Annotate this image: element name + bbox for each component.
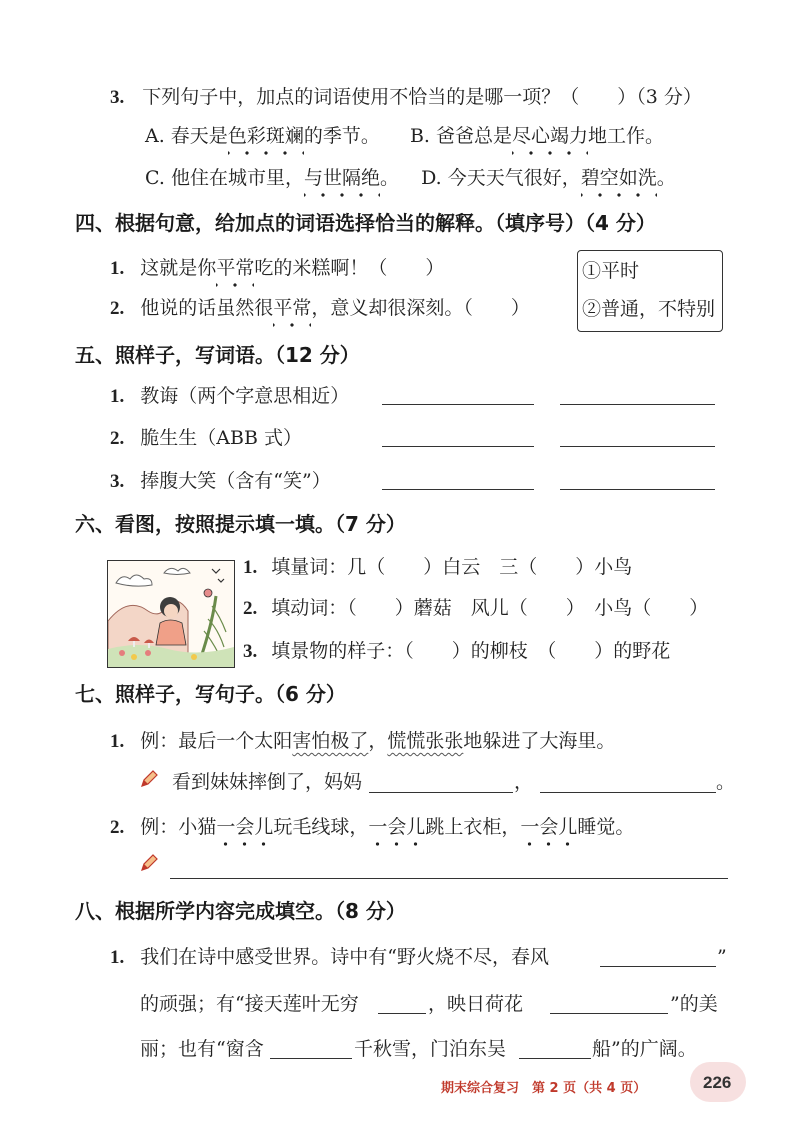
sec8-blank-5[interactable] [519,1058,591,1059]
q3-opt-a-dotted: 色彩斑斓 [227,125,304,147]
sec8-line-2c: ”的美 [670,993,718,1015]
sec5-item-3 [110,469,331,494]
sec7-ex1-wavy-1: 害怕极了 [292,730,369,752]
q3-opt-c-prefix: C. 他住在城市里， [145,167,304,189]
sec8-blank-2[interactable] [378,1013,426,1014]
q3-opt-c-suffix: 。 [379,167,399,189]
scene-illustration-svg [108,561,234,667]
sec5-item-1-text: 教诲（两个字意思相近） [140,385,350,407]
sec6-item-1-number: 1. [243,557,258,578]
section-6-title: 六、看图，按照提示填一填。（7 分） [75,512,406,536]
pencil-icon [138,768,160,790]
sec8-line-1-text: 我们在诗中感受世界。诗中有“野火烧不尽，春风 [140,946,550,968]
sec6-item-3-number: 3. [243,641,258,662]
sec7-example-1 [110,729,615,754]
pencil-icon [138,852,160,874]
section-4-title: 四、根据句意，给加点的词语选择恰当的解释。（填序号）（4 分） [75,211,656,235]
sec4-item-1-suffix: 吃的米糕啊！（ ） [254,257,445,279]
sec8-number: 1. [110,947,125,968]
sec7-answer-1-end: 。 [716,771,736,793]
sec5-answer-1b[interactable] [560,404,715,405]
sec7-ex2-dotted-1: 一会儿 [216,816,274,838]
sec7-ex1-wavy-2: 慌慌张张 [387,730,464,752]
sec8-line-1-end: ” [717,946,727,968]
q3-opt-a-suffix: 的季节。 [303,125,380,147]
q3-opt-d-dotted: 碧空如洗 [580,167,657,189]
sec7-ex1-suffix: 地躲进了大海里。 [463,730,616,752]
sec5-item-1 [110,384,349,409]
sec7-example-2 [110,815,634,840]
sec5-item-3-number: 3. [110,471,125,492]
sec8-line-1 [110,945,549,970]
q3-opt-b-suffix: 地工作。 [588,125,665,147]
section-7-title: 七、照样子，写句子。（6 分） [75,682,346,706]
sec5-item-2 [110,426,302,451]
sec4-item-2-suffix: ，意义却很深刻。（ ） [311,297,530,319]
sec6-item-1-text: 填量词：几（ ）白云 三（ ）小鸟 [271,556,633,578]
sec6-item-3-text: 填景物的样子：（ ）的柳枝 （ ）的野花 [271,640,671,662]
sec4-item-2-dotted: 平常 [273,297,312,319]
sec5-item-3-text: 捧腹大笑（含有“笑”） [140,470,331,492]
sec8-blank-3[interactable] [550,1013,668,1014]
q3-opt-c-dotted: 与世隔绝 [303,167,380,189]
sec7-ex2-dotted-3: 一会儿 [520,816,578,838]
footer-label: 期末综合复习 第 2 页（共 4 页） [441,1081,647,1096]
sec4-item-2-number: 2. [110,298,125,319]
sec6-item-3 [243,639,670,664]
sec7-ex1-prefix: 例：最后一个太阳 [140,730,293,752]
sec4-item-1-dotted: 平常 [216,257,255,279]
sec8-blank-1[interactable] [600,966,716,967]
sec5-answer-2a[interactable] [382,446,534,447]
sec7-ex2-mid-2: 跳上衣柜， [425,816,521,838]
sec7-ex2-prefix: 例：小猫 [140,816,217,838]
sec8-line-3b: 千秋雪，门泊东吴 [354,1038,507,1060]
sec7-answer-1-blank-b[interactable] [540,792,716,793]
sec8-line-3c: 船”的广阔。 [592,1038,697,1060]
sec7-ex1-mid: ， [368,730,388,752]
sec7-answer-2-line[interactable] [170,878,728,879]
sec4-item-2-prefix: 他说的话虽然很 [140,297,274,319]
sec4-options-box [577,250,723,332]
section-5-title: 五、照样子，写词语。（12 分） [75,343,360,367]
q3-opt-b-prefix: B. 爸爸总是 [409,125,512,147]
q3-opt-d-suffix: 。 [656,167,676,189]
sec7-ex2-mid-1: 玩毛线球， [273,816,369,838]
q3-stem [110,85,702,110]
sec6-item-1 [243,555,632,580]
sec4-item-1-prefix: 这就是你 [140,257,217,279]
sec4-item-1 [110,256,444,281]
q3-opt-a-prefix: A. 春天是 [145,125,228,147]
q3-opt-d-prefix: D. 今天天气很好， [421,167,581,189]
page-number: 226 [703,1073,732,1092]
sec8-blank-4[interactable] [270,1058,352,1059]
sec6-item-2 [243,596,708,621]
q3-options-row2 [145,166,676,190]
sec7-example-1-number: 1. [110,731,125,752]
q3-opt-b-dotted: 尽心竭力 [511,125,588,147]
sec5-item-2-number: 2. [110,428,125,449]
sec4-option-2: ②普通，不特别 [582,298,716,320]
sec7-ex2-dotted-2: 一会儿 [368,816,426,838]
sec6-item-2-number: 2. [243,598,258,619]
sec5-answer-1a[interactable] [382,404,534,405]
sec7-example-2-number: 2. [110,817,125,838]
sec8-line-3a: 丽；也有“窗含 [140,1038,264,1060]
sec4-item-1-number: 1. [110,258,125,279]
sec8-line-2a: 的顽强；有“接天莲叶无穷 [140,993,359,1015]
sec5-answer-3a[interactable] [382,489,534,490]
scene-illustration [107,560,235,668]
section-8-title: 八、根据所学内容完成填空。（8 分） [75,899,406,923]
sec7-answer-1-prefix: 看到妹妹摔倒了，妈妈 [172,771,363,793]
sec7-answer-1 [172,770,362,794]
sec5-answer-2b[interactable] [560,446,715,447]
q3-number: 3. [110,87,125,108]
sec7-answer-1-comma: ， [514,771,534,793]
sec5-item-1-number: 1. [110,386,125,407]
q3-text: 下列句子中，加点的词语使用不恰当的是哪一项？（ ）（3 分） [142,86,702,108]
sec5-item-2-text: 脆生生（ABB 式） [140,427,302,449]
sec4-option-1: ①平时 [582,260,640,282]
sec5-answer-3b[interactable] [560,489,715,490]
sec8-line-2b: ，映日荷花 [428,993,524,1015]
sec7-answer-1-blank-a[interactable] [369,792,513,793]
sec7-ex2-suffix: 睡觉。 [577,816,635,838]
q3-options-row1 [145,124,664,148]
sec6-item-2-text: 填动词：（ ）蘑菇 风儿（ ） 小鸟（ ） [271,597,709,619]
sec4-item-2 [110,296,530,321]
